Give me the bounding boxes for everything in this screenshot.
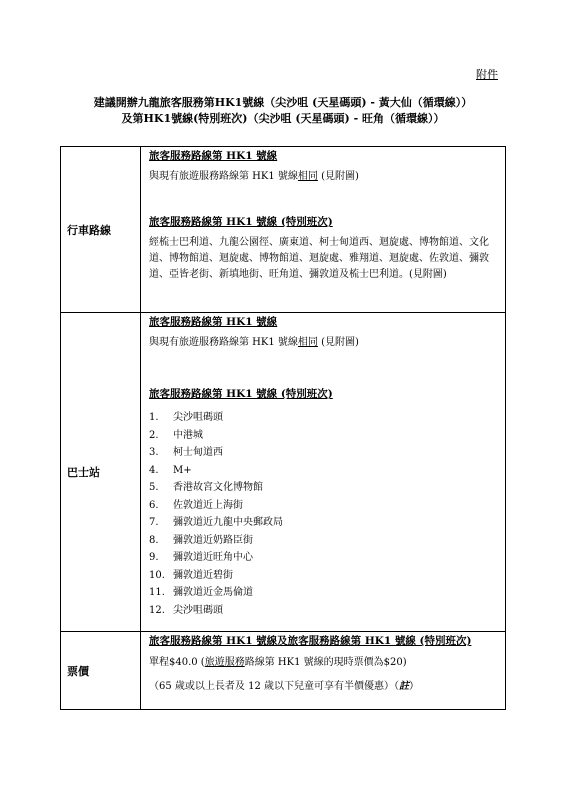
routing-row (61, 147, 506, 313)
stop-name: 彌敦道近九龍中央郵政局 (173, 517, 283, 528)
stop-number: 2. (149, 429, 159, 441)
stop-name: 尖沙咀碼頭 (173, 604, 223, 616)
annex-label: 附件 (476, 68, 498, 81)
fare-note-a: （65 歲或以上長者及 12 歲以下兒童可享有半價優惠）（ (149, 681, 399, 692)
list-item (149, 479, 497, 497)
routing-special-heading: 旅客服務路線第 HK1 號線 (特別班次) (149, 216, 333, 228)
stop-number: 1. (149, 412, 159, 423)
stop-name: M+ (173, 464, 192, 476)
fare-content (141, 632, 506, 710)
stop-name: 彌敦道近奶路臣街 (173, 534, 253, 546)
routing-content (141, 147, 506, 313)
stops-normal-text-same: 相同 (297, 337, 318, 348)
fare-note-footnote: 註 (399, 681, 409, 692)
stops-normal-text-b: (見附圖) (317, 337, 359, 348)
fare-note-b: ） (409, 681, 419, 692)
list-item (149, 514, 497, 532)
list-item (149, 497, 497, 515)
stops-content (141, 313, 506, 632)
list-item (149, 567, 497, 585)
fare-text-tourist-service: 旅遊服務 (204, 657, 245, 668)
list-item (149, 602, 497, 620)
routing-normal-heading: 旅客服務路線第 HK1 號線 (149, 150, 278, 162)
routing-special-text: 經梳士巴利道、九龍公園徑、廣東道、柯士甸道西、迴旋處、博物館道、文化道、博物館道、迴旋處、博物館道、迴旋處、雅翔道、迴旋處、佐敦道、彌敦道、亞皆老街、新填地街、旺角道、彌敦道及梳士巴利道。(見附圖) (149, 237, 489, 280)
list-item (149, 462, 497, 480)
stop-name: 彌敦道近碧街 (173, 569, 233, 581)
stop-number: 7. (149, 517, 159, 528)
stop-number: 10. (149, 569, 165, 581)
stops-special-heading: 旅客服務路線第 HK1 號線 (特別班次) (149, 388, 333, 400)
list-item (149, 409, 497, 427)
stop-number: 12. (149, 604, 165, 616)
title-line-2: 及第HK1號線(特別班次)（尖沙咀 (天星碼頭) - 旺角（循環線）） (121, 112, 445, 125)
fare-heading: 旅客服務路線第 HK1 號線及旅客服務路線第 HK1 號線 (特別班次) (149, 635, 472, 647)
spacer (149, 351, 497, 387)
routing-normal-text (149, 169, 497, 185)
route-details-table (60, 146, 506, 710)
list-item (149, 549, 497, 567)
stop-number: 9. (149, 552, 159, 563)
fare-text (149, 656, 497, 670)
stop-number: 11. (149, 587, 165, 598)
list-item (149, 427, 497, 445)
fare-text-b: 路線第 HK1 號線的現時票價為$20) (244, 657, 407, 668)
list-item (149, 584, 497, 602)
fare-row (61, 632, 506, 710)
spacer (149, 185, 497, 215)
stop-list (149, 409, 497, 619)
stop-number: 5. (149, 482, 159, 493)
stop-name: 尖沙咀碼頭 (173, 412, 223, 423)
routing-normal-text-b: (見附圖) (317, 171, 359, 182)
stop-number: 4. (149, 464, 159, 476)
document-title (60, 95, 506, 127)
stops-normal-heading: 旅客服務路線第 HK1 號線 (149, 316, 278, 328)
routing-label: 行車路線 (61, 147, 141, 313)
stops-label: 巴士站 (61, 313, 141, 632)
stop-name: 柯士甸道西 (173, 447, 223, 458)
stop-number: 6. (149, 499, 159, 511)
stop-number: 3. (149, 447, 159, 458)
stop-name: 彌敦道近旺角中心 (173, 552, 253, 563)
routing-normal-text-a: 與現有旅遊服務路線第 HK1 號線 (149, 171, 298, 182)
fare-text-a: 單程$40.0 ( (149, 657, 205, 668)
stop-name: 香港故宮文化博物館 (173, 482, 263, 493)
stop-number: 8. (149, 534, 159, 546)
stop-name: 彌敦道近金馬倫道 (173, 587, 253, 598)
stop-name: 中港城 (173, 429, 203, 441)
title-line-1: 建議開辦九龍旅客服務第HK1號線（尖沙咀 (天星碼頭) - 黃大仙（循環線）） (93, 96, 473, 109)
fare-label: 票價 (61, 632, 141, 710)
fare-concession-note (149, 680, 497, 694)
stops-normal-text-a: 與現有旅遊服務路線第 HK1 號線 (149, 337, 298, 348)
routing-normal-text-same: 相同 (297, 171, 318, 182)
stops-row (61, 313, 506, 632)
stop-name: 佐敦道近上海街 (173, 499, 243, 511)
list-item (149, 444, 497, 462)
stops-normal-text (149, 335, 497, 351)
list-item (149, 532, 497, 550)
